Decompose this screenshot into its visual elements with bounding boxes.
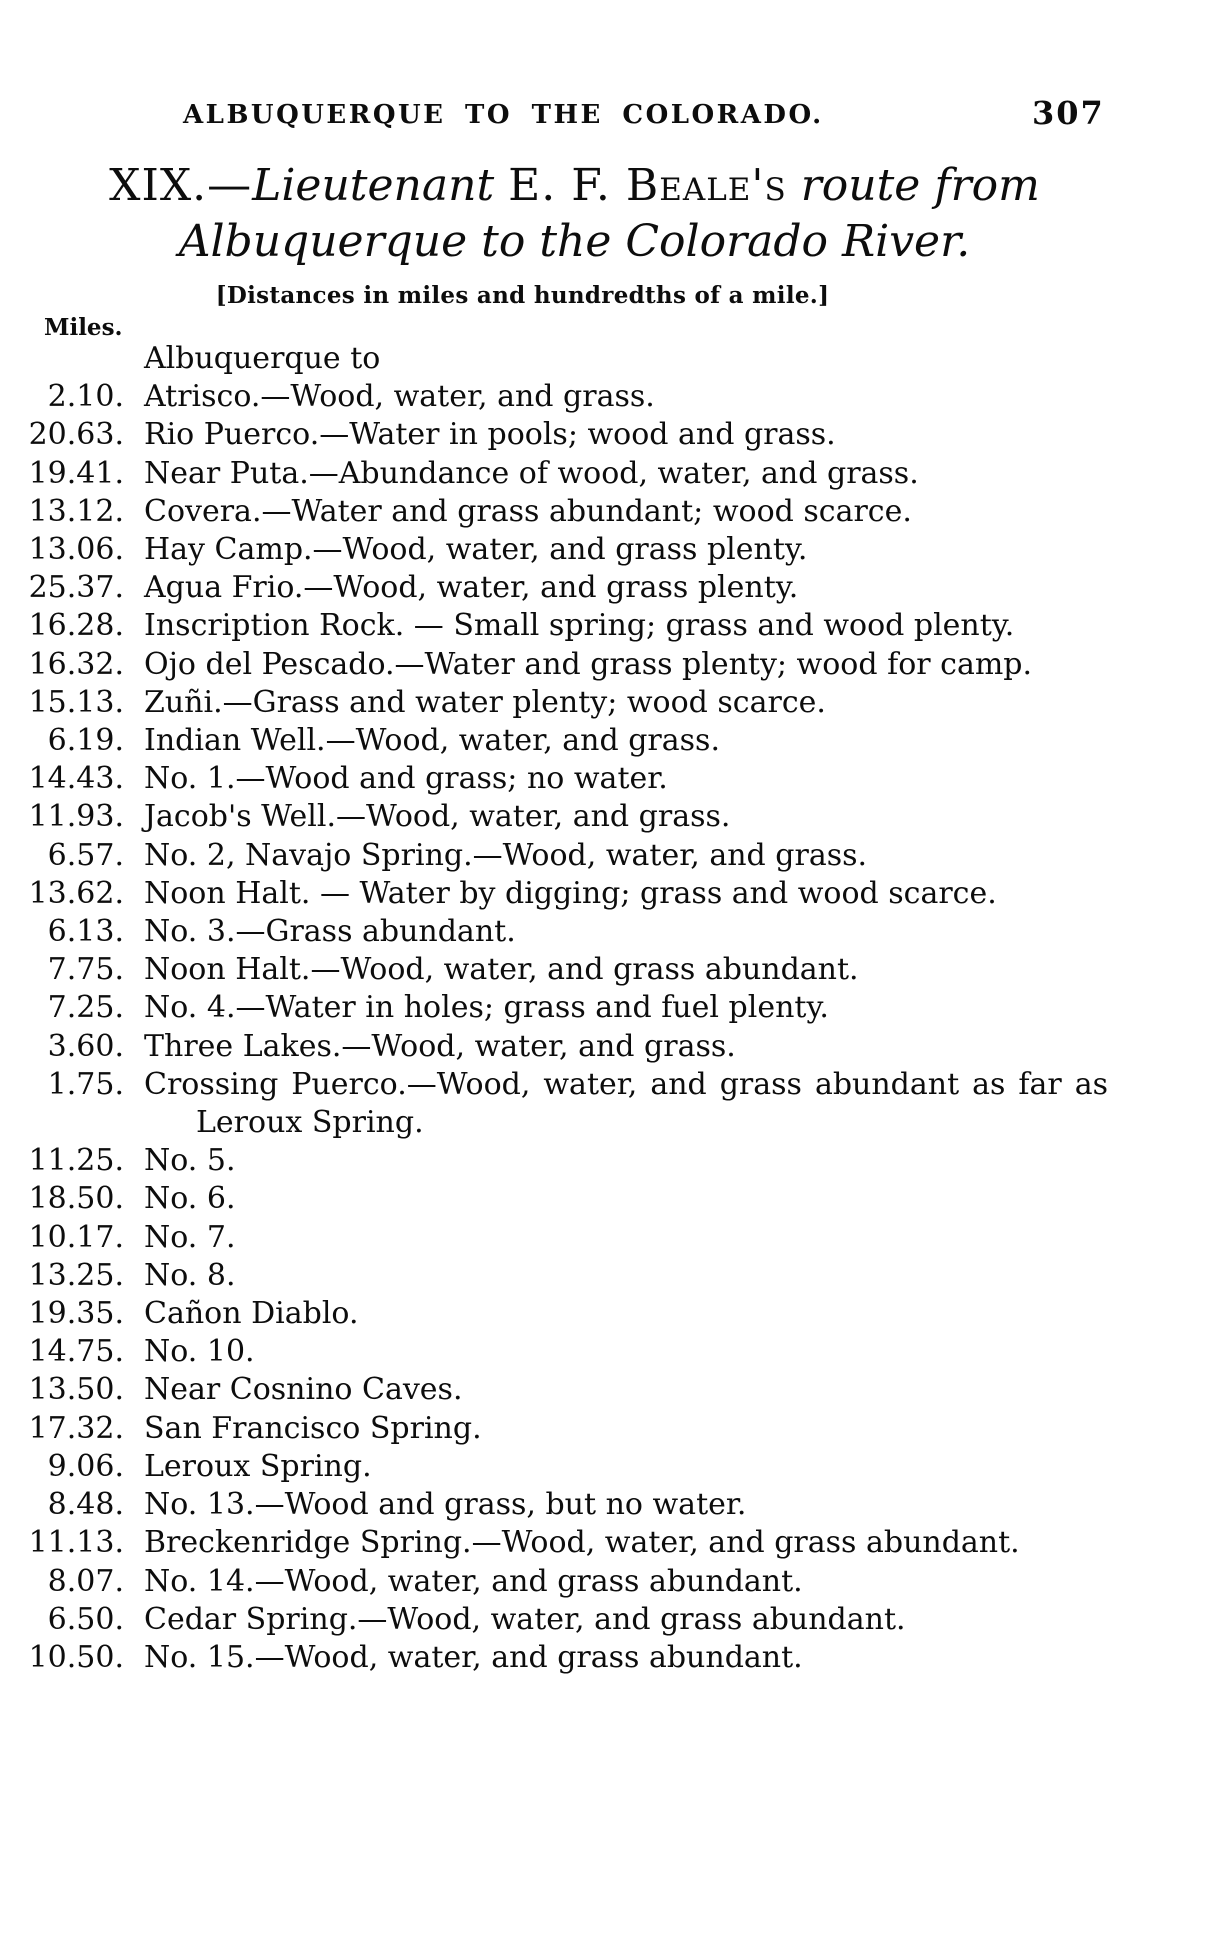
entry-description: No. 3.—Grass abundant. [144, 914, 516, 950]
route-entry [26, 760, 1066, 798]
route-entry [26, 837, 1066, 875]
route-entry [26, 1448, 1066, 1486]
miles-value: 3.60. [47, 1028, 124, 1064]
route-entry [26, 722, 1066, 760]
entry-description: No. 6. [144, 1181, 236, 1217]
miles-value: 13.12. [28, 493, 124, 529]
route-list [26, 340, 1108, 1677]
route-entry [26, 1219, 1066, 1257]
route-entry [26, 1563, 1066, 1601]
miles-value: 8.07. [47, 1563, 124, 1599]
miles-value: 13.62. [28, 875, 124, 911]
route-entry [26, 455, 1066, 493]
route-entry [26, 1142, 1066, 1180]
route-entry [26, 1486, 1066, 1524]
page-number: 307 [1032, 94, 1105, 132]
entry-description: No. 15.—Wood, water, and grass abundant. [144, 1639, 803, 1675]
miles-value: 6.57. [47, 837, 124, 873]
entry-description: Near Puta.—Abundance of wood, water, and grass. [144, 455, 919, 491]
entry-description: No. 2, Navajo Spring.—Wood, water, and grass. [144, 837, 868, 873]
entry-description: Cedar Spring.—Wood, water, and grass abundant. [144, 1601, 906, 1637]
miles-value: 11.13. [28, 1525, 124, 1561]
entry-description: Indian Well.—Wood, water, and grass. [144, 723, 720, 759]
entry-description: San Francisco Spring. [144, 1410, 482, 1446]
miles-value: 19.35. [28, 1296, 124, 1332]
entry-description: Near Cosnino Caves. [144, 1372, 463, 1408]
entry-description: Crossing Puerco.—Wood, water, and grass abundant as far as Leroux Spring. [144, 1066, 1108, 1141]
route-entry [26, 951, 1066, 989]
entry-description: Breckenridge Spring.—Wood, water, and grass abundant. [144, 1525, 1020, 1561]
miles-value: 16.32. [28, 646, 124, 682]
entry-description: Leroux Spring. [144, 1448, 372, 1484]
miles-value: 14.75. [28, 1334, 124, 1370]
miles-value: 11.93. [28, 799, 124, 835]
route-entry [26, 1601, 1066, 1639]
entry-description: Inscription Rock. — Small spring; grass and wood plenty. [144, 608, 1015, 644]
route-entry [26, 378, 1066, 416]
entry-description: No. 5. [144, 1143, 236, 1179]
route-entry [26, 1333, 1066, 1371]
route-entry [26, 875, 1066, 913]
miles-value: 14.43. [28, 761, 124, 797]
entry-description: Atrisco.—Wood, water, and grass. [144, 379, 655, 415]
entry-description: Ojo del Pescado.—Water and grass plenty; wood for camp. [144, 646, 1033, 682]
route-entry [26, 531, 1066, 569]
entry-description: No. 7. [144, 1219, 236, 1255]
title-rest: route from Albuquerque to the Colorado River. [178, 160, 1040, 267]
section-number: XIX.— [109, 160, 253, 211]
route-entry [26, 989, 1066, 1027]
miles-value: 10.50. [28, 1639, 124, 1675]
route-entry [26, 1410, 1066, 1448]
entry-description: No. 14.—Wood, water, and grass abundant. [144, 1563, 803, 1599]
miles-value: 13.06. [28, 532, 124, 568]
miles-value: 6.13. [47, 914, 124, 950]
running-header [0, 94, 1205, 138]
route-entry [26, 340, 1066, 378]
miles-value: 13.25. [28, 1257, 124, 1293]
miles-value: 7.25. [47, 990, 124, 1026]
entry-description: Noon Halt.—Wood, water, and grass abundant. [144, 952, 859, 988]
miles-value: 6.50. [47, 1601, 124, 1637]
route-entry [26, 569, 1066, 607]
route-entry [26, 913, 1066, 951]
route-entry [26, 1028, 1066, 1066]
route-entry [26, 1257, 1066, 1295]
entry-description: No. 4.—Water in holes; grass and fuel plenty. [144, 990, 829, 1026]
miles-value: 1.75. [47, 1066, 124, 1102]
miles-value: 18.50. [28, 1181, 124, 1217]
entry-description: Noon Halt. — Water by digging; grass and wood scarce. [144, 875, 997, 911]
miles-value: 6.19. [47, 723, 124, 759]
route-entry [26, 416, 1066, 454]
route-entry [26, 646, 1066, 684]
miles-value: 19.41. [28, 455, 124, 491]
entry-description: No. 10. [144, 1334, 255, 1370]
miles-value: 2.10. [47, 379, 124, 415]
entry-description: Zuñi.—Grass and water plenty; wood scarce. [144, 684, 826, 720]
route-entry [26, 798, 1066, 836]
miles-value [26, 340, 124, 378]
entry-description: Agua Frio.—Wood, water, and grass plenty. [144, 570, 799, 606]
entry-description: No. 1.—Wood and grass; no water. [144, 761, 668, 797]
entry-description: No. 8. [144, 1257, 236, 1293]
route-entry [26, 607, 1066, 645]
header-title: ALBUQUERQUE TO THE COLORADO. [183, 100, 824, 130]
route-entry [26, 1639, 1066, 1677]
miles-value: 10.17. [28, 1219, 124, 1255]
route-entry [26, 1066, 1108, 1142]
entry-description: Jacob's Well.—Wood, water, and grass. [144, 799, 731, 835]
miles-value: 11.25. [28, 1143, 124, 1179]
miles-value: 8.48. [47, 1487, 124, 1523]
entry-description: Covera.—Water and grass abundant; wood scarce. [144, 493, 912, 529]
route-entry [26, 1524, 1066, 1562]
entry-description: Three Lakes.—Wood, water, and grass. [144, 1028, 736, 1064]
miles-value: 13.50. [28, 1372, 124, 1408]
route-entry [26, 493, 1066, 531]
entry-description: Cañon Diablo. [144, 1296, 359, 1332]
section-title [52, 158, 1097, 270]
entry-description: Rio Puerco.—Water in pools; wood and grass. [144, 417, 836, 453]
miles-value: 16.28. [28, 608, 124, 644]
distances-note: [Distances in miles and hundredths of a mile.] [215, 282, 830, 309]
miles-value: 15.13. [28, 684, 124, 720]
miles-value: 9.06. [47, 1448, 124, 1484]
title-lead: Lieutenant [252, 160, 495, 211]
miles-column-label: Miles. [44, 314, 123, 341]
miles-value: 20.63. [28, 417, 124, 453]
route-entry [26, 1180, 1066, 1218]
route-entry [26, 1371, 1066, 1409]
title-name: E. F. Beale's [508, 160, 787, 211]
entry-description: No. 13.—Wood and grass, but no water. [144, 1487, 747, 1523]
entry-description: Hay Camp.—Wood, water, and grass plenty. [144, 532, 808, 568]
miles-value: 25.37. [28, 570, 124, 606]
entry-description: Albuquerque to [144, 341, 381, 376]
route-entry [26, 1295, 1066, 1333]
miles-value: 7.75. [47, 952, 124, 988]
miles-value: 17.32. [28, 1410, 124, 1446]
route-entry [26, 684, 1066, 722]
